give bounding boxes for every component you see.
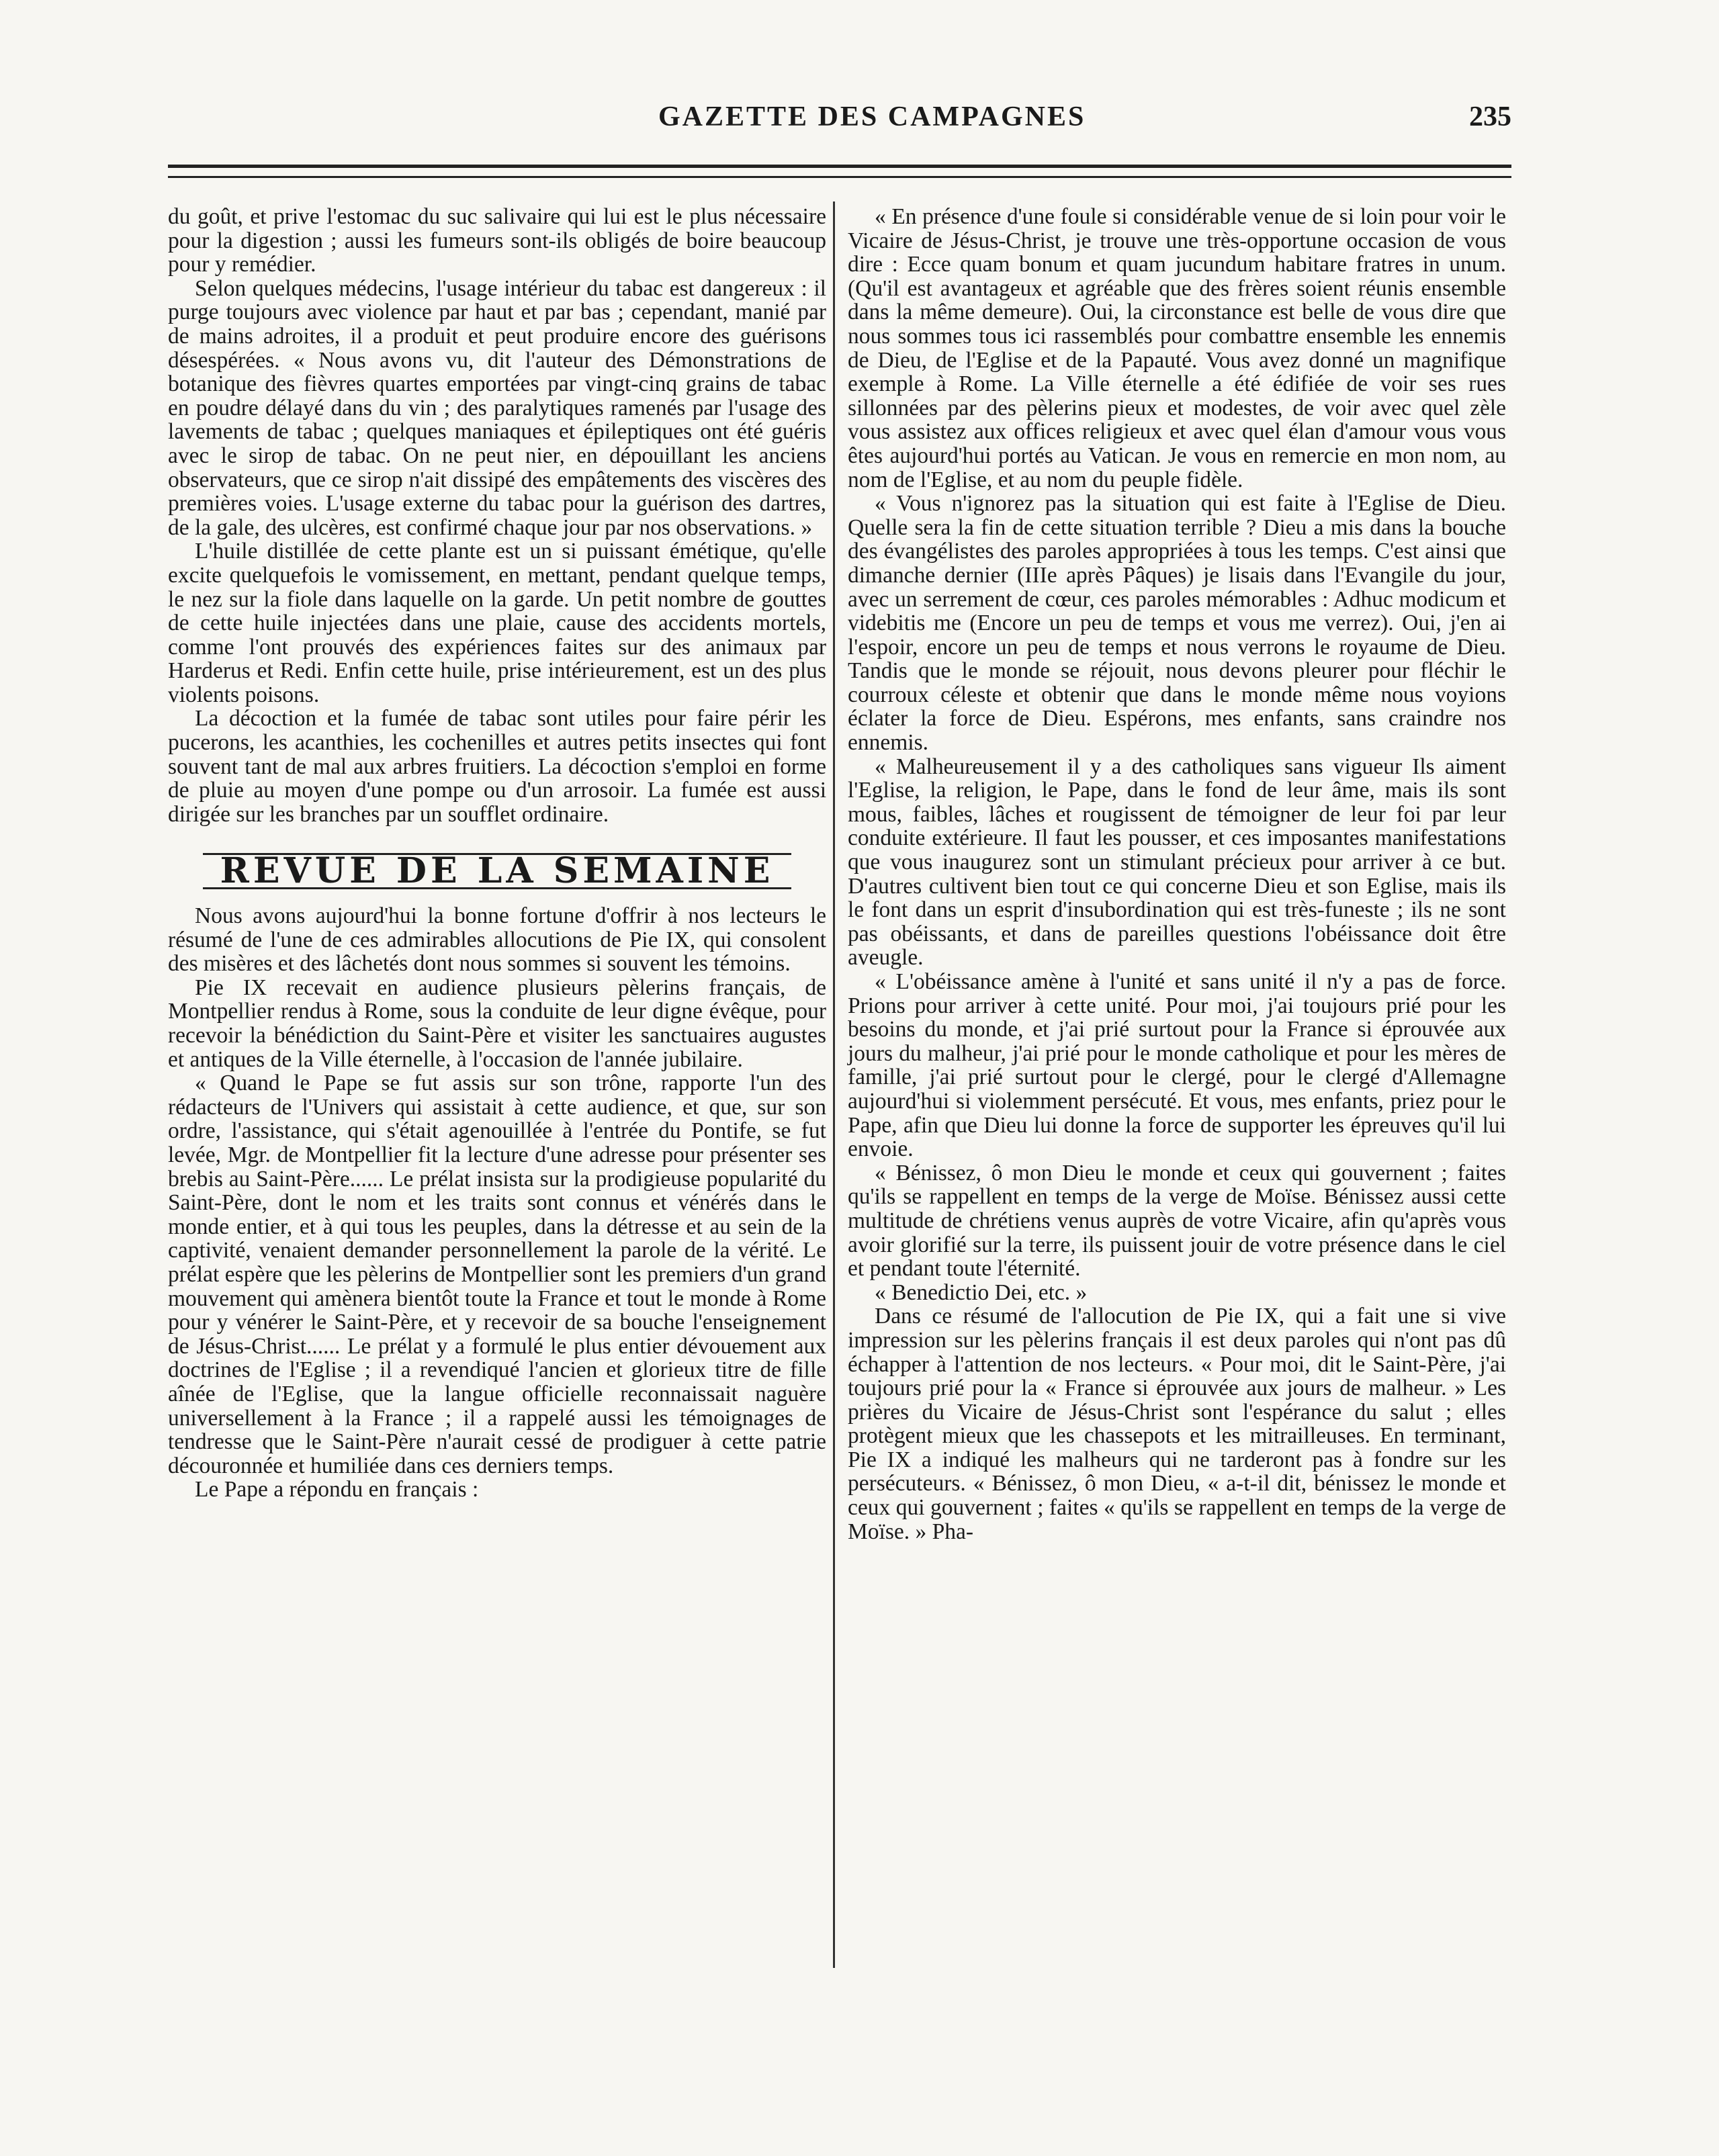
- paragraph: « Quand le Pape se fut assis sur son trône, rapporte l'un des rédacteurs de l'Univers qui assistait à cette audience, et que, sur son ordre, l'assistance, qui s'était agenouillée à l'entrée du Pontife, se fut levée, Mgr. de Montpellier fit la lecture d'une adresse pour présenter ses brebis au Saint-Père...... Le prélat insista sur la prodigieuse popularité du Saint-Père, dont le nom et les traits sont connus et vénérés dans le monde entier, et à qui tous les peuples, dans la détresse et au sein de la captivité, venaient demander personnellement la parole de la vérité. Le prélat espère que les pèlerins de Montpellier sont les premiers d'un grand mouvement qui amènera bientôt toute la France et tout le monde à Rome pour y vénérer le Saint-Père, et y recevoir de sa bouche l'enseignement de Jésus-Christ...... Le prélat y a formulé le plus entier dévouement aux doctrines de l'Eglise ; il a revendiqué l'ancien et glorieux titre de fille aînée de l'Eglise, que la langue officielle reconnaissait naguère universellement à la France ; il a rappelé aussi les témoignages de tendresse que le Saint-Père n'aurait cessé de prodiguer à cette patrie découronnée et humiliée dans ces derniers temps.: [168, 1071, 826, 1478]
- left-column: [168, 205, 826, 1502]
- right-column: [848, 205, 1506, 1543]
- paragraph: L'huile distillée de cette plante est un si puissant émétique, qu'elle excite quelquefois le vomissement, en mettant, pendant quelque temps, le nez sur la fiole dans laquelle on la garde. Un petit nombre de gouttes de cette huile injectées dans une plaie, cause des accidents mortels, comme l'ont prouvés des expériences faites sur des animaux par Harderus et Redi. Enfin cette huile, prise intérieurement, est un des plus violents poisons.: [168, 539, 826, 707]
- column-divider: [833, 201, 835, 1968]
- newspaper-title: GAZETTE DES CAMPAGNES: [658, 101, 1086, 132]
- section-heading: [168, 850, 826, 892]
- paragraph: Dans ce résumé de l'allocution de Pie IX, qui a fait une si vive impression sur les pèlerins français il est deux paroles qui n'ont pas dû échapper à l'attention de nos lecteurs. « Pour moi, dit le Saint-Père, j'ai toujours prié pour la « France si éprouvée aux jours de malheur. » Les prières du Vicaire de Jésus-Christ sont l'espérance du salut ; elles protègent mieux que les chassepots et les mitrailleuses. En terminant, Pie IX a indiqué les malheurs qui ne tarderont pas à fondre sur les persécuteurs. « Bénissez, ô mon Dieu, « a-t-il dit, bénissez le monde et ceux qui gouvernent ; faites « qu'ils se rappellent en temps de la verge de Moïse. » Pha-: [848, 1304, 1506, 1544]
- paragraph: « Malheureusement il y a des catholiques sans vigueur Ils aiment l'Eglise, la religion, le Pape, dans le fond de leur âme, mais ils sont mous, faibles, lâches et rougissent de témoigner de leur foi par leur conduite extérieure. Il faut les pousser, et ces imposantes manifestations que vous inaugurez sont un stimulant précieux pour arriver à ce but. D'autres cultivent bien tout ce qui concerne Dieu et son Eglise, mais ils le font dans un esprit d'insubordination qui est très-funeste ; ils ne sont pas obéissants, et dans de pareilles questions l'obéissance doit être aveugle.: [848, 754, 1506, 971]
- paragraph: « En présence d'une foule si considérable venue de si loin pour voir le Vicaire de Jésus-Christ, je trouve une très-opportune occasion de vous dire : Ecce quam bonum et quam jucundum habitare fratres in unum. (Qu'il est avantageux et agréable que des frères soient réunis ensemble dans la même demeure). Oui, la circonstance est belle de vous dire que nous sommes tous ici rassemblés pour combattre ensemble les ennemis de Dieu, de l'Eglise et de la Papauté. Vous avez donné un magnifique exemple à Rome. La Ville éternelle a été édifiée de voir ses rues sillonnées par des pèlerins pieux et modestes, de voir avec quel zèle vous assistez aux offices religieux et avec quel élan d'amour vous vous êtes aujourd'hui portés au Vatican. Je vous en remercie en mon nom, au nom de l'Eglise, et au nom du peuple fidèle.: [848, 204, 1506, 492]
- page-number: 235: [1469, 101, 1511, 132]
- page-header: [161, 101, 1511, 141]
- paragraph: La décoction et la fumée de tabac sont utiles pour faire périr les pucerons, les acanthies, les cochenilles et autres petits insectes qui font souvent tant de mal aux arbres fruitiers. La décoction s'emploi en forme de pluie au moyen d'une pompe ou d'un arrosoir. La fumée est aussi dirigée sur les branches par un soufflet ordinaire.: [168, 706, 826, 827]
- paragraph: Selon quelques médecins, l'usage intérieur du tabac est dangereux : il purge toujours avec violence par haut et par bas ; cependant, manié par de mains adroites, il a produit et peut produire encore des guérisons désespérées. « Nous avons vu, dit l'auteur des Démonstrations de botanique des fièvres quartes emportées par vingt-cinq grains de tabac en poudre délayé dans du vin ; des paralytiques ramenés par l'usage des lavements de tabac ; quelques maniaques et épileptiques ont été guéris avec le sirop de tabac. On ne peut nier, en dépouillant les anciens observateurs, que ce sirop n'ait dissipé des empâtements des viscères des premières voies. L'usage externe du tabac pour la guérison des dartres, de la gale, des ulcères, est confirmé chaque jour par nos observations. »: [168, 275, 826, 540]
- paragraph: « Vous n'ignorez pas la situation qui est faite à l'Eglise de Dieu. Quelle sera la fin de cette situation terrible ? Dieu a mis dans la bouche des évangélistes des paroles appropriées à tous les temps. C'est ainsi que dimanche dernier (IIIe après Pâques) je lisais dans l'Evangile du jour, avec un serrement de cœur, ces paroles mémorables : Adhuc modicum et videbitis me (Encore un peu de temps et vous me verrez). Oui, j'en ai l'espoir, encore un peu de temps et nous verrons le royaume de Dieu. Tandis que le monde se réjouit, nous devons pleurer pour fléchir le courroux céleste et obtenir que dans le monde même nous voyions éclater la force de Dieu. Espérons, mes enfants, sans craindre nos ennemis.: [848, 491, 1506, 756]
- paragraph: Le Pape a répondu en français :: [195, 1477, 479, 1502]
- paragraph: du goût, et prive l'estomac du suc salivaire qui lui est le plus nécessaire pour la digestion ; aussi les fumeurs sont-ils obligés de boire beaucoup pour y remédier.: [168, 204, 826, 277]
- header-rule: [168, 165, 1511, 168]
- paragraph: « Benedictio Dei, etc. »: [875, 1279, 1088, 1305]
- paragraph: « Bénissez, ô mon Dieu le monde et ceux qui gouvernent ; faites qu'ils se rappellent en temps de la verge de Moïse. Bénissez aussi cette multitude de chrétiens venus auprès de votre Vicaire, afin qu'après vous avoir glorifié sur la terre, ils puissent jouir de votre présence dans le ciel et pendant toute l'éternité.: [848, 1160, 1506, 1282]
- paragraph: Nous avons aujourd'hui la bonne fortune d'offrir à nos lecteurs le résumé de l'une de ces admirables allocutions de Pie IX, qui consolent des misères et des lâchetés dont nous sommes si souvent les témoins.: [168, 903, 826, 977]
- header-rule-thin: [168, 176, 1511, 178]
- paragraph: Pie IX recevait en audience plusieurs pèlerins français, de Montpellier rendus à Rome, sous la conduite de leur digne évêque, pour recevoir la bénédiction du Saint-Père et visiter les sanctuaires augustes et antiques de la Ville éternelle, à l'occasion de l'année jubilaire.: [168, 975, 826, 1072]
- paragraph: « L'obéissance amène à l'unité et sans unité il n'y a pas de force. Prions pour arriver à cette unité. Pour moi, j'ai toujours prié pour les besoins du monde, et j'ai prié surtout pour la France si éprouvée aux jours du malheur, j'ai prié pour le monde catholique et pour les mères de famille, j'ai prié surtout pour le clergé, pour le clergé d'Allemagne aujourd'hui si violemment persécuté. Et vous, mes enfants, priez pour le Pape, afin que Dieu lui donne la force de supporter les épreuves qu'il lui envoie.: [848, 969, 1506, 1162]
- section-title: REVUE DE LA SEMAINE: [203, 853, 792, 889]
